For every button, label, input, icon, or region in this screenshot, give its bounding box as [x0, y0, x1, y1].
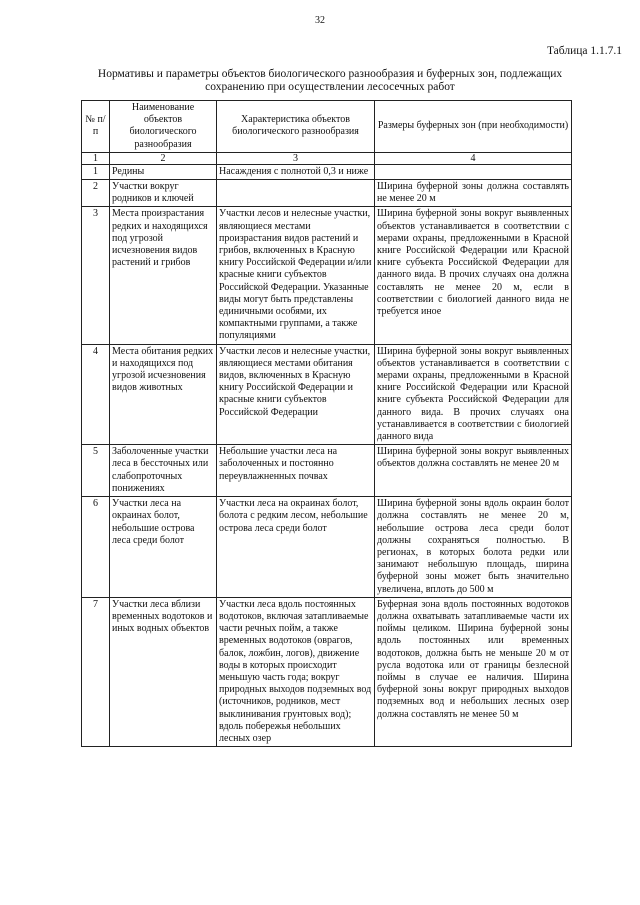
row-number: 5 — [82, 445, 110, 497]
column-number: 2 — [110, 152, 217, 164]
row-name: Места обитания редких и находящихся под угрозой исчезновения видов животных — [110, 344, 217, 445]
row-characteristic: Небольшие участки леса на заболоченных и постоянно переувлажненных почвах — [217, 445, 375, 497]
header-buffer: Размеры буферных зон (при необходимости) — [375, 101, 572, 153]
column-number: 1 — [82, 152, 110, 164]
row-characteristic: Участки леса вдоль постоянных водотоков, включая затапливаемые части речных пойм, а также временных водотоков (оврагов, балок, ложбин, логов), движение воды в которых происходит меньшую часть года; вокруг природных выходов подземных вод (источников, родников, мест выклинивания грунтовых вод); вдоль побережья небольших лесных озер — [217, 597, 375, 746]
row-number: 2 — [82, 180, 110, 207]
header-name: Наименование объектов биологического разнообразия — [110, 101, 217, 153]
row-characteristic — [217, 180, 375, 207]
row-characteristic: Участки лесов и нелесные участки, являющиеся местами обитания видов, включенных в Красную книгу Российской Федерации и красные книги субъектов Российской Федерации — [217, 344, 375, 445]
column-number: 4 — [375, 152, 572, 164]
row-buffer: Буферная зона вдоль постоянных водотоков должна охватывать затапливаемые части их поймы целиком. Ширина буферной зоны вдоль постоянных или временных водотоков, должна быть не меньше 20 м от русла водотока или от границы безлесной поймы в случае ее наличия. Ширина буферной зоны вокруг природных выходов подземных вод и небольших лесных озер должна составлять не менее 50 м — [375, 597, 572, 746]
table-row — [82, 207, 572, 344]
table-row — [82, 344, 572, 445]
row-number: 6 — [82, 497, 110, 598]
header-row — [82, 101, 572, 153]
column-number: 3 — [217, 152, 375, 164]
row-buffer: Ширина буферной зоны вокруг выявленных объектов устанавливается в соответствии с мерами охраны, предложенными в Красной книге Российской Федерации или Красной книге субъекта Российской Федерации для данного вида. В прочих случаях она должна составлять не менее 20 м, если в соответствии с биологией данного вида не требуется иное — [375, 207, 572, 344]
table-row — [82, 597, 572, 746]
table-row — [82, 445, 572, 497]
row-name: Заболоченные участки леса в бессточных или слабопроточных понижениях — [110, 445, 217, 497]
page-number: 32 — [315, 15, 325, 26]
row-number: 4 — [82, 344, 110, 445]
row-number: 3 — [82, 207, 110, 344]
row-name: Участки леса на окраинах болот, небольшие острова леса среди болот — [110, 497, 217, 598]
row-buffer: Ширина буферной зоны вдоль окраин болот должна составлять не менее 20 м, небольшие острова леса среди болот должны сохраняться полностью. В регионах, в которых болота редки или занимают небольшую площадь, ширина буферной зоны может быть значительно увеличена, вплоть до 500 м — [375, 497, 572, 598]
table-row — [82, 497, 572, 598]
norms-table — [81, 100, 572, 747]
row-name: Участки леса вблизи временных водотоков и иных водных объектов — [110, 597, 217, 746]
row-name: Места произрастания редких и находящихся под угрозой исчезновения видов растений и грибов — [110, 207, 217, 344]
row-characteristic: Участки леса на окраинах болот, болота с редким лесом, небольшие острова леса среди болот — [217, 497, 375, 598]
row-buffer — [375, 164, 572, 179]
row-buffer: Ширина буферной зоны должна составлять не менее 20 м — [375, 180, 572, 207]
row-name: Редины — [110, 164, 217, 179]
row-buffer: Ширина буферной зоны вокруг выявленных объектов должна составлять не менее 20 м — [375, 445, 572, 497]
column-number-row — [82, 152, 572, 164]
table-row — [82, 164, 572, 179]
header-characteristic: Характеристика объектов биологического разнообразия — [217, 101, 375, 153]
row-buffer: Ширина буферной зоны вокруг выявленных объектов устанавливается в соответствии с мерами охраны, предложенными в Красной книге Российской Федерации или Красной книге субъекта Российской Федерации для данного вида. В прочих случаях она устанавливается в соответствии с биологией данного вида — [375, 344, 572, 445]
row-number: 7 — [82, 597, 110, 746]
table-row — [82, 180, 572, 207]
header-number: № п/п — [82, 101, 110, 153]
row-characteristic: Насаждения с полнотой 0,3 и ниже — [217, 164, 375, 179]
row-name: Участки вокруг родников и ключей — [110, 180, 217, 207]
table-label: Таблица 1.1.7.1 — [546, 45, 622, 57]
table-title: Нормативы и параметры объектов биологического разнообразия и буферных зон, подлежащих сохранению при осуществлении лесосечных работ — [97, 68, 563, 93]
row-characteristic: Участки лесов и нелесные участки, являющиеся местами произрастания видов растений и грибов, включенных в Красную книгу Российской Федерации и/или красные книги субъектов Российской Федерации. Указанные виды могут быть представлены единичными особями, их компактными группами, а также популяциями — [217, 207, 375, 344]
row-number: 1 — [82, 164, 110, 179]
